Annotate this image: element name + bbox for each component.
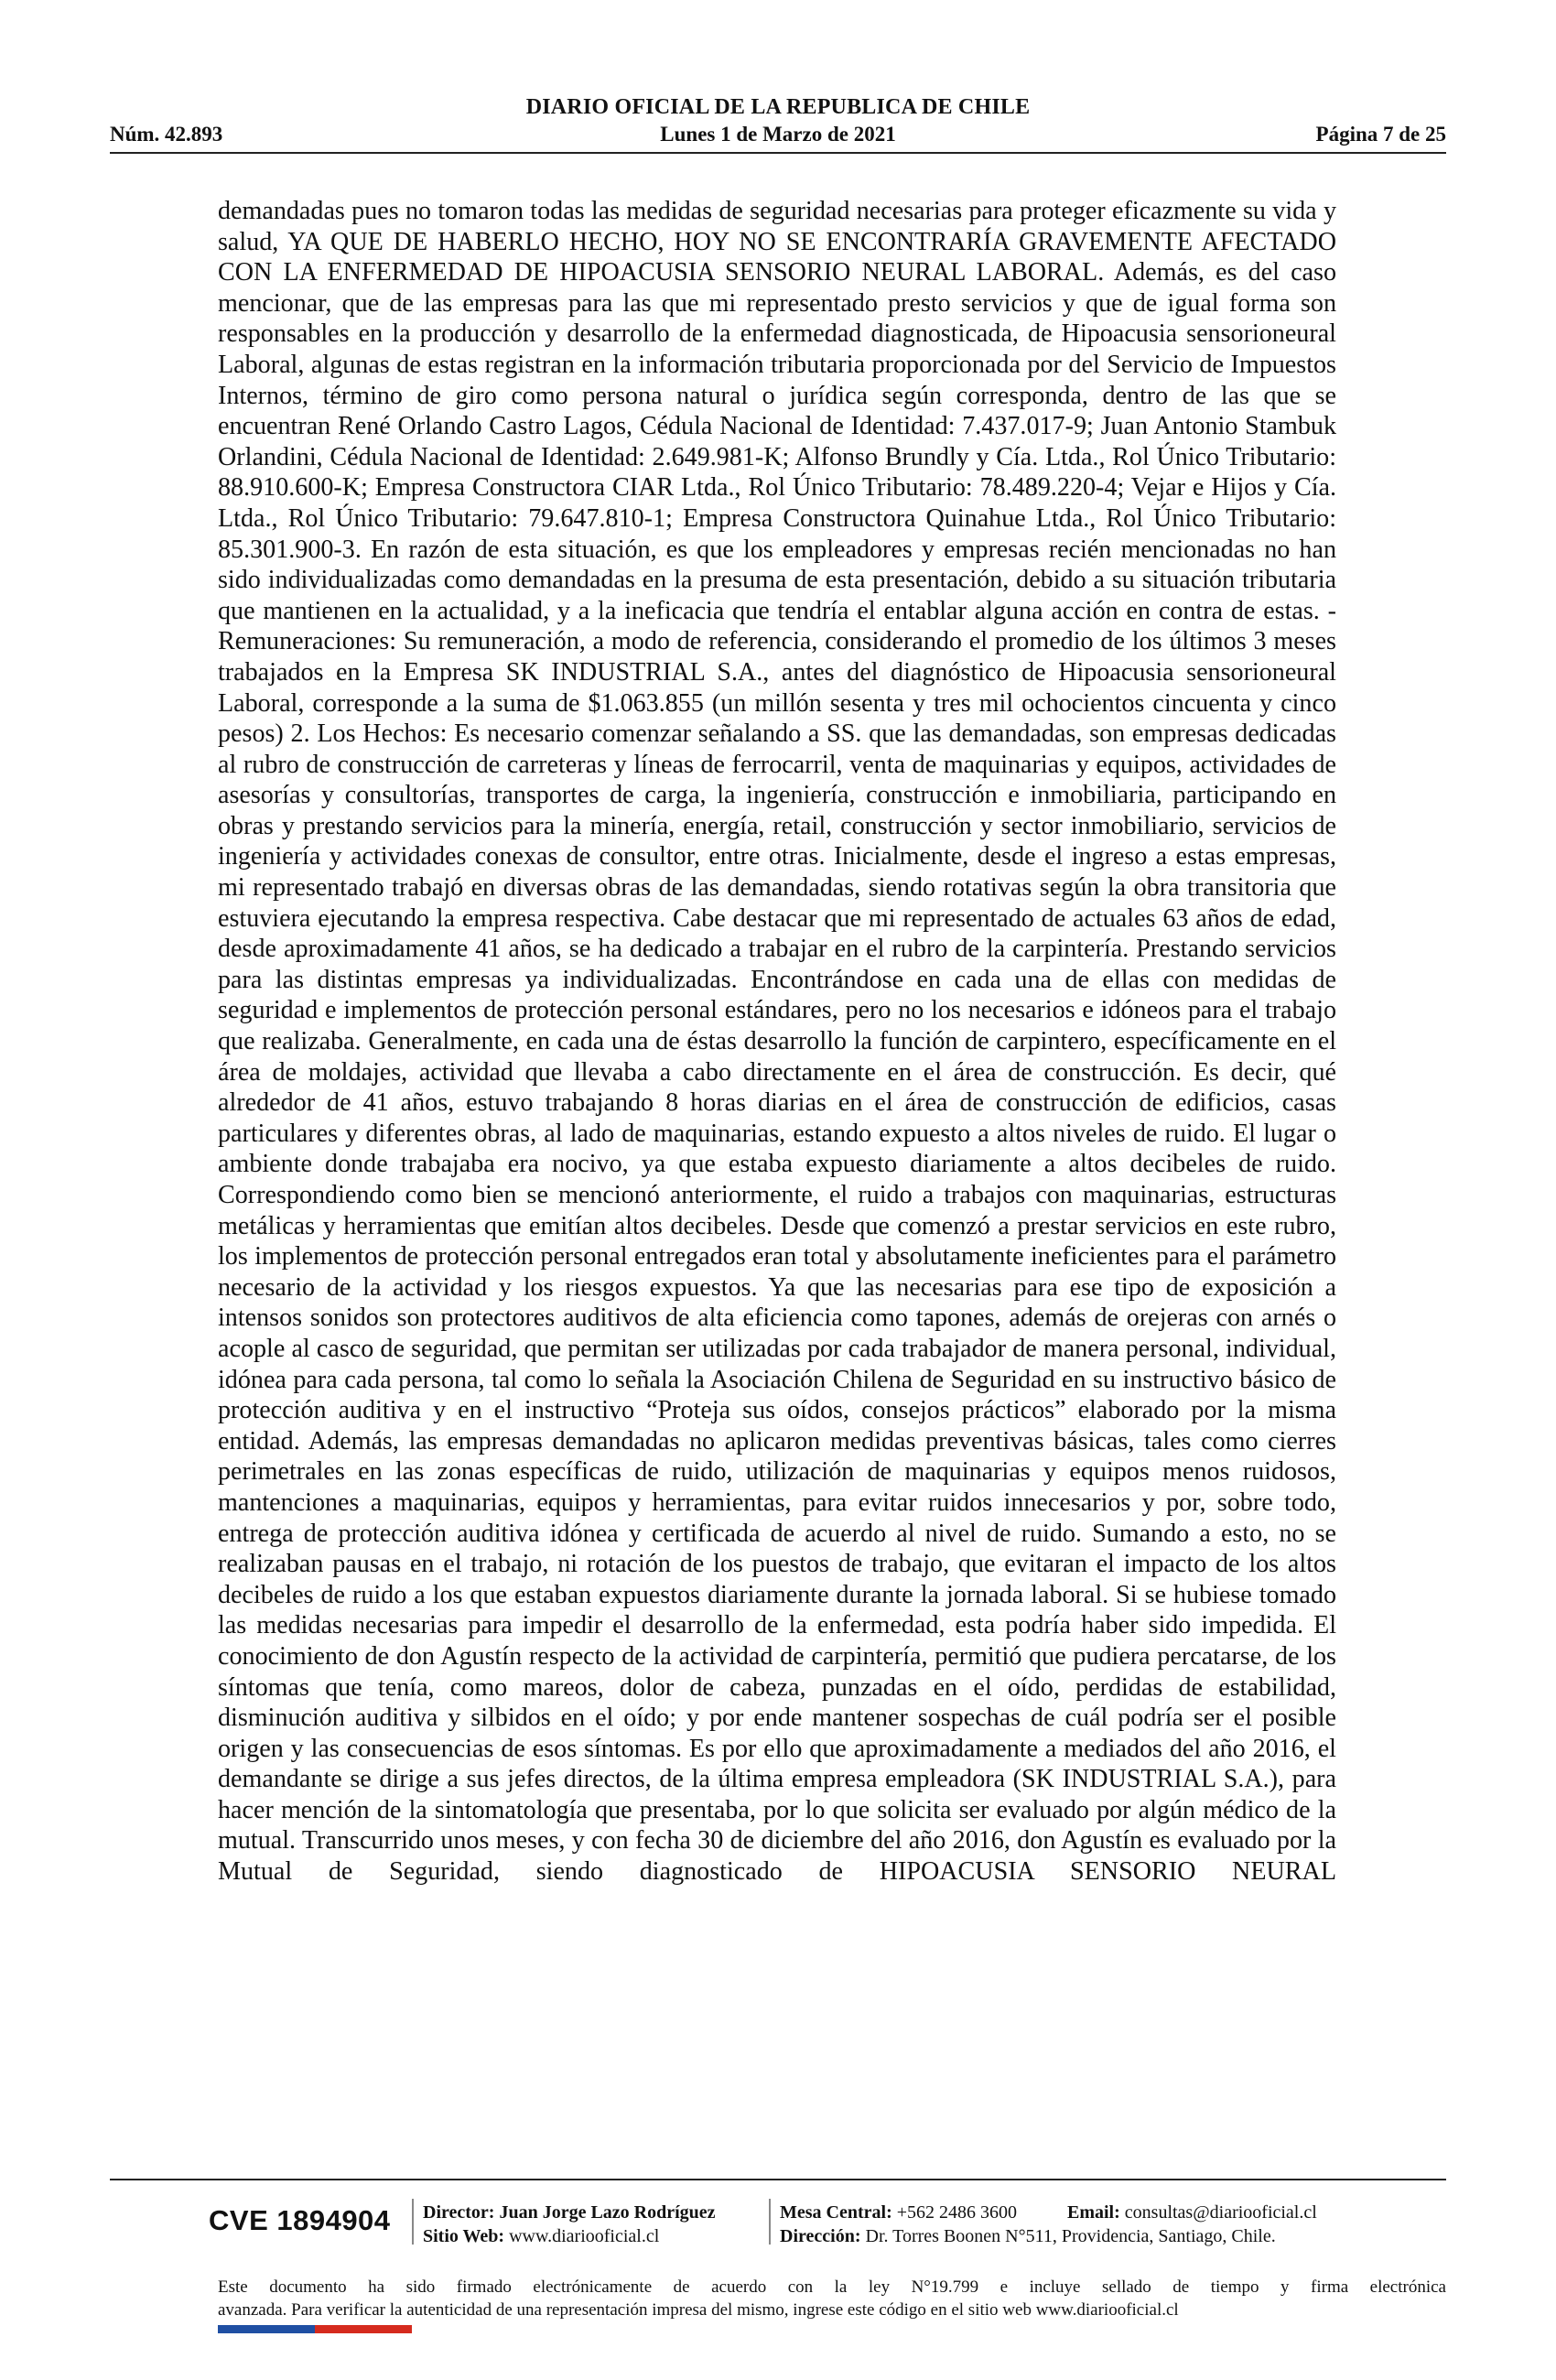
footer-divider <box>110 2179 1446 2180</box>
mesa-phone: +562 2486 3600 <box>896 2202 1018 2223</box>
chile-flag-bar <box>218 2325 412 2333</box>
issue-date: Lunes 1 de Marzo de 2021 <box>660 123 896 146</box>
publication-title: DIARIO OFICIAL DE LA REPUBLICA DE CHILE <box>525 95 1031 119</box>
site-label: Sitio Web: <box>423 2226 505 2246</box>
signature-note-line2: avanzada. Para verificar la autenticidad de una representación impresa del mismo, ingrese este código en el sitio web www.diariooficial.cl <box>218 2300 1179 2320</box>
page-footer <box>110 2179 1446 2334</box>
footer-separator <box>769 2199 771 2245</box>
address-value: Dr. Torres Boonen N°511, Providencia, Santiago, Chile. <box>865 2226 1276 2246</box>
footer-email-block <box>1067 2201 1317 2224</box>
footer-director-block <box>423 2201 716 2248</box>
cve-code: CVE 1894904 <box>209 2204 391 2236</box>
director-name: Juan Jorge Lazo Rodríguez <box>499 2202 716 2223</box>
director-label: Director: <box>423 2202 495 2223</box>
mesa-label: Mesa Central: <box>780 2202 892 2223</box>
issue-number: Núm. 42.893 <box>110 123 223 146</box>
email-label: Email: <box>1067 2202 1120 2223</box>
address-label: Dirección: <box>780 2226 861 2246</box>
email-link[interactable]: consultas@diariooficial.cl <box>1124 2202 1317 2223</box>
signature-note-line1: Este documento ha sido firmado electrónicamente de acuerdo con la ley N°19.799 e incluye sellado de tiempo y firma electrónica <box>218 2277 1446 2297</box>
footer-separator <box>412 2199 414 2245</box>
flag-red-segment <box>315 2325 412 2333</box>
header-divider <box>110 152 1446 154</box>
flag-blue-segment <box>218 2325 315 2333</box>
site-link[interactable]: www.diariooficial.cl <box>509 2226 660 2246</box>
page-header <box>110 95 1446 152</box>
page-number: Página 7 de 25 <box>1315 123 1446 146</box>
document-body-text: demandadas pues no tomaron todas las medidas de seguridad necesarias para proteger eficazmente su vida y salud, YA QUE DE HABERLO HECHO, HOY NO SE ENCONTRARÍA GRAVEMENTE AFECTADO CON LA ENFERMEDAD DE HIPOACUSIA SENSORIO NEURAL LABORAL. Además, es del caso mencionar, que de las empresas para las que mi representado presto servicios y que de igual forma son responsables en la producción y desarrollo de la enfermedad diagnosticada, de Hipoacusia sensorioneural Laboral, algunas de estas registran en la información tributaria proporcionada por del Servicio de Impuestos Internos, término de giro como persona natural o jurídica según corresponda, dentro de las que se encuentran René Orlando Castro Lagos, Cédula Nacional de Identidad: 7.437.017-9; Juan Antonio Stambuk Orlandini, Cédula Nacional de Identidad: 2.649.981-K; Alfonso Brundly y Cía. Ltda., Rol Único Tributario: 88.910.600-K; Empresa Constructora CIAR Ltda., Rol Único Tributario: 78.489.220-4; Vejar e Hijos y Cía. Ltda., Rol Único Tributario: 79.647.810-1; Empresa Constructora Quinahue Ltda., Rol Único Tributario: 85.301.900-3. En razón de esta situación, es que los empleadores y empresas recién mencionadas no han sido individualizadas como demandadas en la presuma de esta presentación, debido a su situación tributaria que mantienen en la actualidad, y a la ineficacia que tendría el entablar alguna acción en contra de estas. - Remuneraciones: Su remuneración, a modo de referencia, considerando el promedio de los últimos 3 meses trabajados en la Empresa SK INDUSTRIAL S.A., antes del diagnóstico de Hipoacusia sensorioneural Laboral, corresponde a la suma de $1.063.855 (un millón sesenta y tres mil ochocientos cincuenta y cinco pesos) 2. Los Hechos: Es necesario comenzar señalando a SS. que las demandadas, son empresas dedicadas al rubro de construcción de carreteras y líneas de ferrocarril, venta de maquinarias y equipos, actividades de asesorías y consultorías, transportes de carga, la ingeniería, construcción e inmobiliaria, participando en obras y prestando servicios para la minería, energía, retail, construcción y sector inmobiliario, servicios de ingeniería y actividades conexas de consultor, entre otras. Inicialmente, desde el ingreso a estas empresas, mi representado trabajó en diversas obras de las demandadas, siendo rotativas según la obra transitoria que estuviera ejecutando la empresa respectiva. Cabe destacar que mi representado de actuales 63 años de edad, desde aproximadamente 41 años, se ha dedicado a trabajar en el rubro de la carpintería. Prestando servicios para las distintas empresas ya individualizadas. Encontrándose en cada una de ellas con medidas de seguridad e implementos de protección personal estándares, pero no los necesarios e idóneos para el trabajo que realizaba. Generalmente, en cada una de éstas desarrollo la función de carpintero, específicamente en el área de moldajes, actividad que llevaba a cabo directamente en el área de construcción. Es decir, qué alrededor de 41 años, estuvo trabajando 8 horas diarias en el área de construcción de edificios, casas particulares y diferentes obras, al lado de maquinarias, estando expuesto a altos niveles de ruido. El lugar o ambiente donde trabajaba era nocivo, ya que estaba expuesto diariamente a altos decibeles de ruido. Correspondiendo como bien se mencionó anteriormente, el ruido a trabajos con maquinarias, estructuras metálicas y herramientas que emitían altos decibeles. Desde que comenzó a prestar servicios en este rubro, los implementos de protección personal entregados eran total y absolutamente ineficientes para el parámetro necesario de la actividad y los riesgos expuestos. Ya que las necesarias para ese tipo de exposición a intensos sonidos son protectores auditivos de alta eficiencia como tapones, además de orejeras con arnés o acople al casco de seguridad, que permitan ser utilizadas por cada trabajador de manera personal, individual, idónea para cada persona, tal como lo señala la Asociación Chilena de Seguridad en su instructivo básico de protección auditiva y en el instructivo “Proteja sus oídos, consejos prácticos” elaborado por la misma entidad. Además, las empresas demandadas no aplicaron medidas preventivas básicas, tales como cierres perimetrales en las zonas específicas de ruido, utilización de maquinarias y equipos menos ruidosos, mantenciones a maquinarias, equipos y herramientas, para evitar ruidos innecesarios y por, sobre todo, entrega de protección auditiva idónea y certificada de acuerdo al nivel de ruido. Sumando a esto, no se realizaban pausas en el trabajo, ni rotación de los puestos de trabajo, que evitaran el impacto de los altos decibeles de ruido a los que estaban expuestos diariamente durante la jornada laboral. Si se hubiese tomado las medidas necesarias para impedir el desarrollo de la enfermedad, esta podría haber sido impedida. El conocimiento de don Agustín respecto de la actividad de carpintería, permitió que pudiera percatarse, de los síntomas que tenía, como mareos, dolor de cabeza, punzadas en el oído, perdidas de estabilidad, disminución auditiva y silbidos en el oído; y por ende mantener sospechas de cuál podría ser el posible origen y las consecuencias de esos síntomas. Es por ello que aproximadamente a mediados del año 2016, el demandante se dirige a sus jefes directos, de la última empresa empleadora (SK INDUSTRIAL S.A.), para hacer mención de la sintomatología que presentaba, por lo que solicita ser evaluado por algún médico de la mutual. Transcurrido unos meses, y con fecha 30 de diciembre del año 2016, don Agustín es evaluado por la Mutual de Seguridad, siendo diagnosticado de HIPOACUSIA SENSORIO NEURAL <box>218 197 1336 1887</box>
